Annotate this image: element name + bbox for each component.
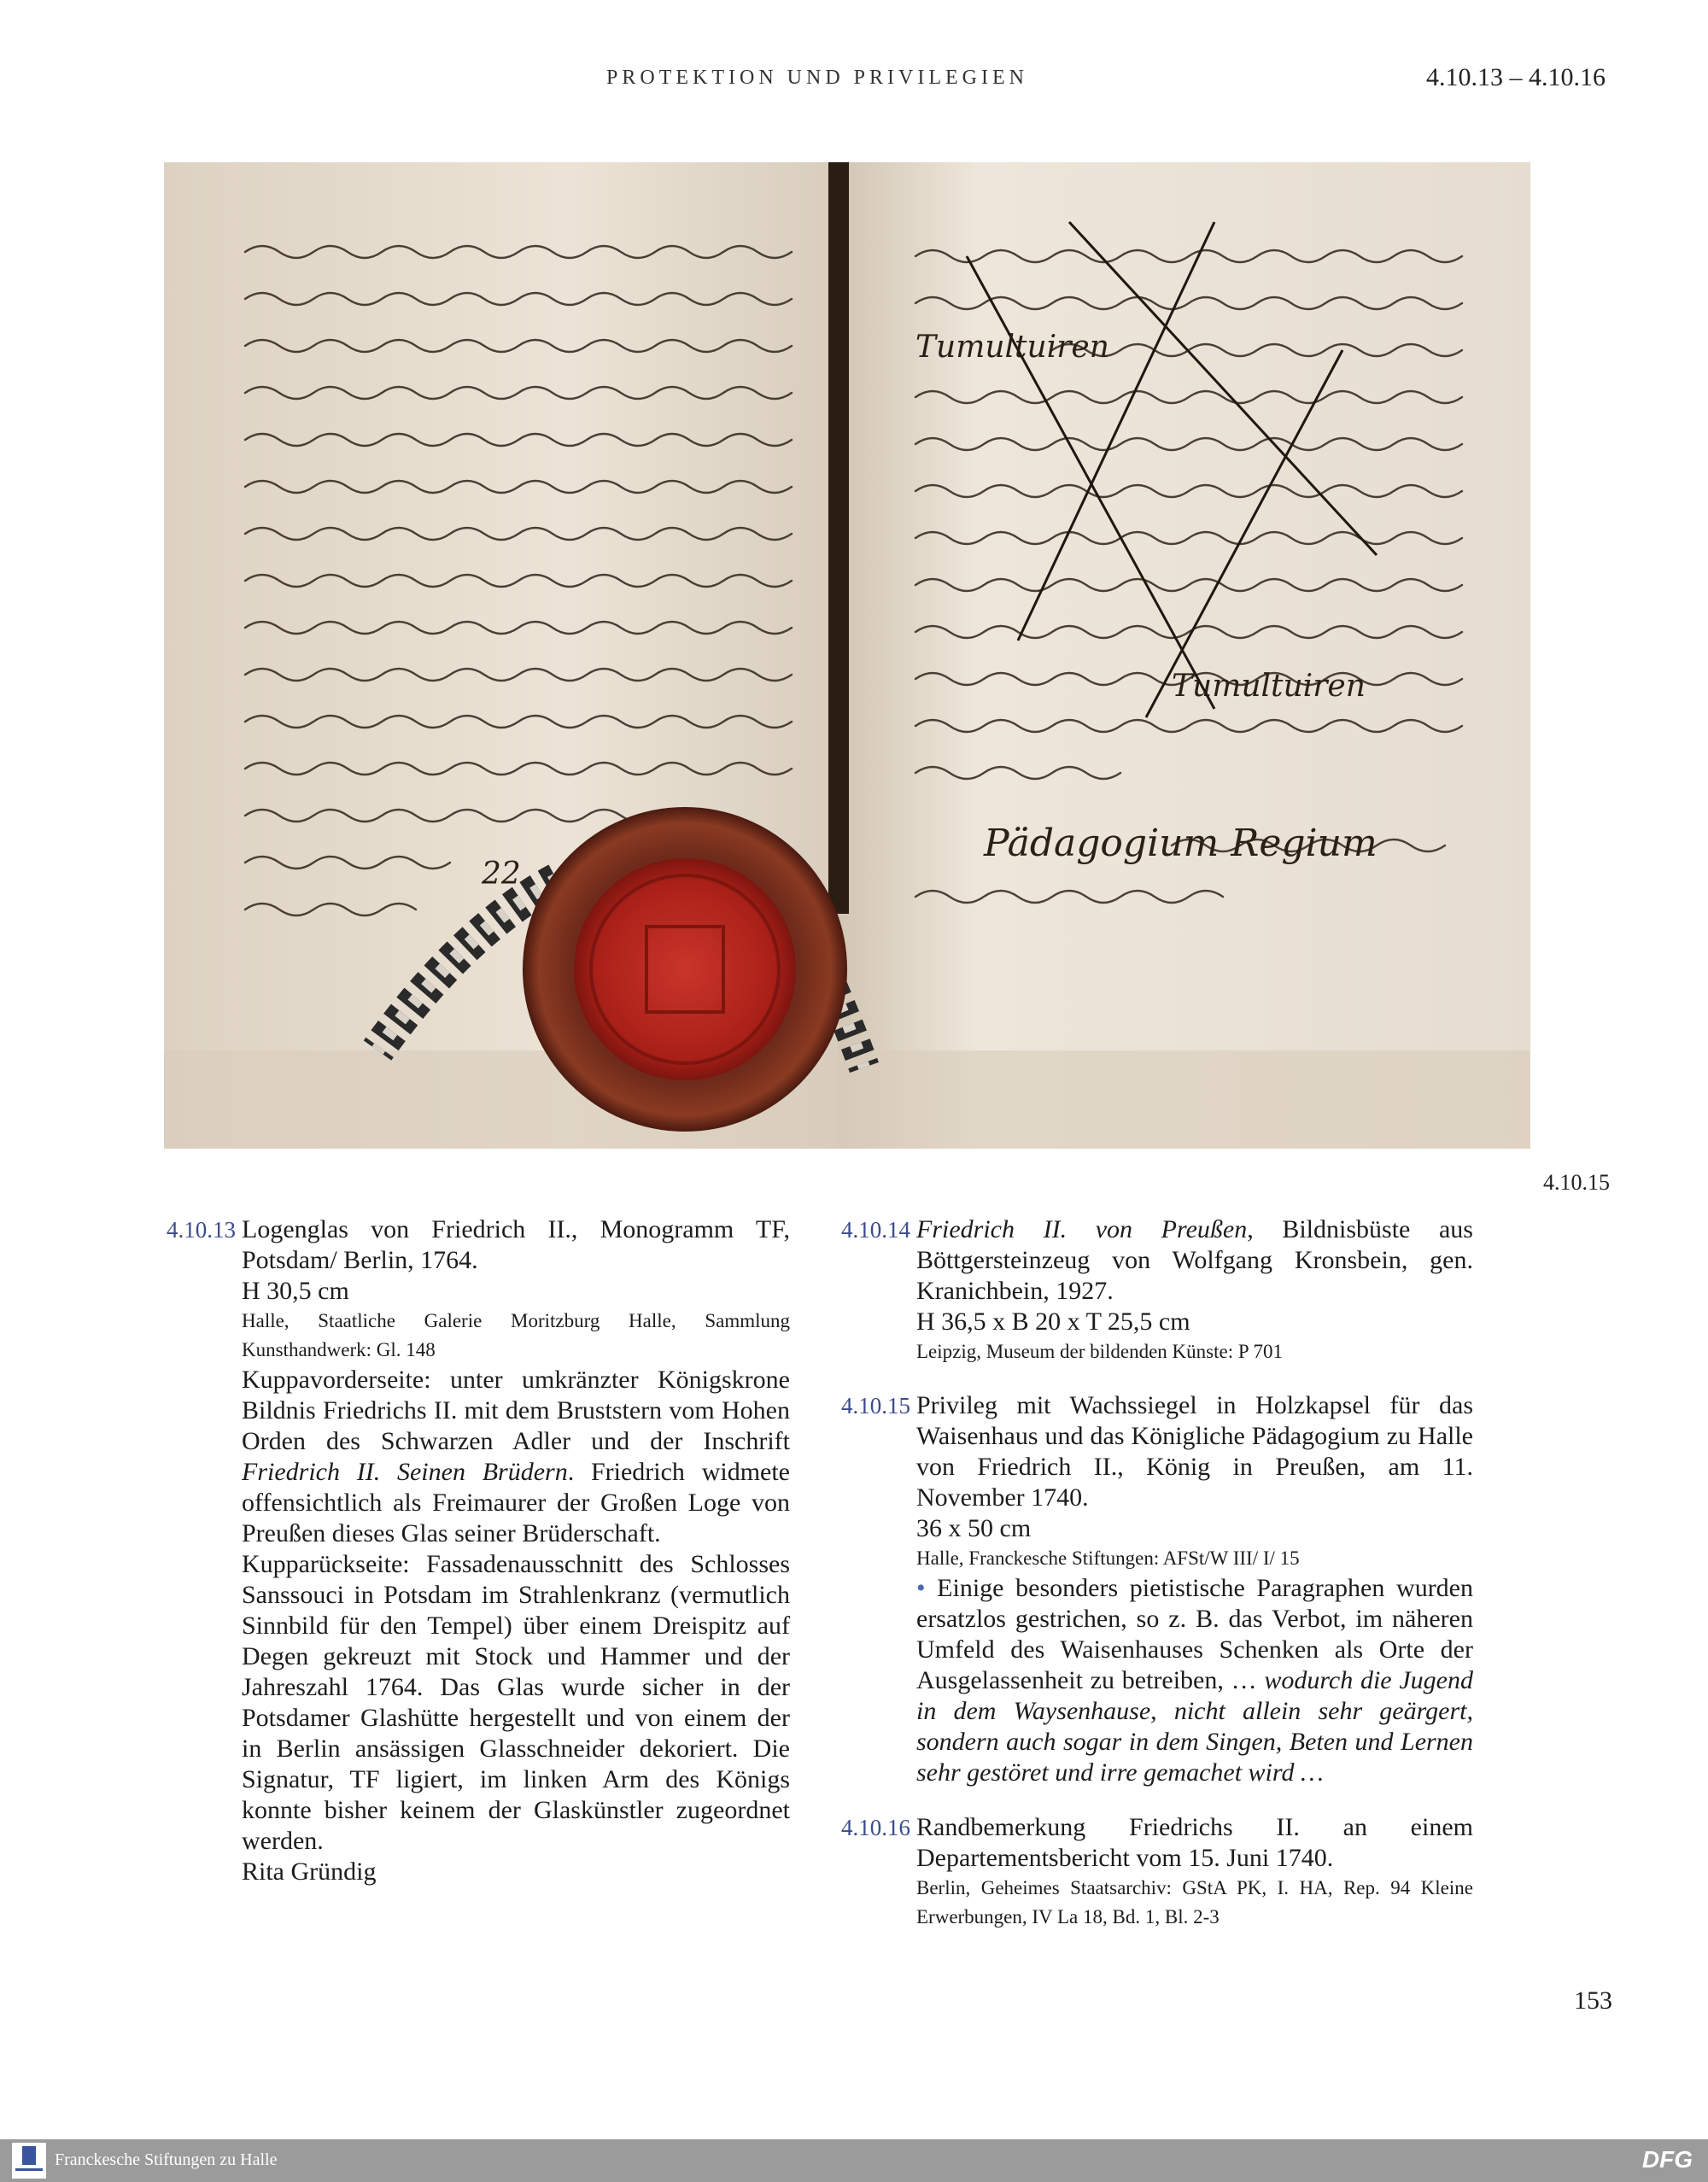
entry-dimensions: H 36,5 x B 20 x T 25,5 cm: [916, 1307, 1190, 1336]
entry-author: Rita Gründig: [242, 1857, 377, 1886]
entry-number: 4.10.14: [841, 1217, 910, 1243]
entry-title: Friedrich II. von Preußen, Bildnisbüste aus Böttgersteinzeug von Wolfgang Kronsbein, gen. Kranichbein, 1927.: [916, 1215, 1473, 1305]
entry-title: Privileg mit Wachssiegel in Holzkapsel für das Waisenhaus und das Königliche Pädagogium zu Halle von Friedrich II., König in Preußen, am 11. November 1740.: [916, 1391, 1473, 1512]
column-right: [841, 1214, 1473, 1956]
entry-description: • Einige besonders pietistische Paragraphen wurden ersatzlos gestrichen, so z. B. das Verbot, im näheren Umfeld des Waisenhauses Schenken als Orte der Ausgelassenheit zu betreiben, … wodurch die Jugend in dem Waysenhause, nicht allein sehr geärgert, sondern auch sogar in dem Singen, Beten und Lernen sehr gestöret und irre gemachet wird …: [916, 1574, 1473, 1787]
running-title: PROTEKTION UND PRIVILEGIEN: [606, 67, 1028, 89]
bullet-icon: •: [916, 1574, 926, 1602]
word-tumultuiren-2: Tumultuiren: [1172, 669, 1366, 704]
footer-institution: Franckesche Stiftungen zu Halle: [55, 2150, 278, 2169]
figure-label: 4.10.15: [1543, 1170, 1610, 1195]
catalog-entry: [841, 1812, 1473, 1932]
foundation-logo-icon: [12, 2143, 46, 2179]
running-head: [0, 63, 1708, 101]
entry-number: 4.10.13: [167, 1217, 236, 1243]
entry-title: Logenglas von Friedrich II., Monogramm TF, Potsdam/ Berlin, 1764.: [242, 1215, 790, 1274]
entry-number: 4.10.16: [841, 1815, 910, 1840]
dfg-logo: DFG: [1641, 2146, 1693, 2173]
catalog-range: 4.10.13 – 4.10.16: [1426, 63, 1606, 91]
binding-gutter: [828, 162, 849, 914]
word-paedagogium-regium: Pädagogium Regium: [984, 822, 1378, 865]
entry-location: Halle, Franckesche Stiftungen: AFSt/W III/ I/ 15: [916, 1547, 1300, 1569]
catalog-entry: [167, 1214, 790, 1887]
column-left: [167, 1214, 790, 1911]
entry-location: Berlin, Geheimes Staatsarchiv: GStA PK, I. HA, Rep. 94 Kleine Erwerbungen, IV La 18, Bd. 1, Bl. 2-3: [916, 1877, 1473, 1928]
entry-dimensions: 36 x 50 cm: [916, 1514, 1032, 1542]
word-tumultuiren: Tumultuiren: [915, 330, 1109, 365]
section-number-handwritten: 22.: [482, 857, 531, 892]
entry-location: Halle, Staatliche Galerie Moritzburg Halle, Sammlung Kunsthandwerk: Gl. 148: [242, 1310, 790, 1360]
wax-seal: [574, 858, 796, 1080]
page-number: 153: [1574, 1986, 1612, 2015]
footer-bar: [0, 2139, 1708, 2182]
entry-description-2: Kupparückseite: Fassadenausschnitt des Schlosses Sanssouci in Potsdam im Strahlenkranz (vermutlich Sinnbild für den Tempel) über einem Dreispitz auf Degen gekreuzt mit Stock und Hammer und der Jahreszahl 1764. Das Glas wurde sicher in der Potsdamer Glashütte hergestellt und von einem der in Berlin ansässigen Glasschneider dekoriert. Die Signatur, TF ligiert, im linken Arm des Königs konnte bisher keinem der Glaskünstler zugeordnet werden.: [242, 1550, 790, 1855]
manuscript-photo: [164, 162, 1530, 1149]
catalog-entry: [841, 1214, 1473, 1366]
entry-dimensions: H 30,5 cm: [242, 1277, 349, 1305]
entry-location: Leipzig, Museum der bildenden Künste: P 701: [916, 1341, 1284, 1362]
entry-description: Kuppavorderseite: unter umkränzter Königskrone Bildnis Friedrichs II. mit dem Bruststern vom Hohen Orden des Schwarzen Adler und der Inschrift Friedrich II. Seinen Brüdern. Friedrich widmete offensichtlich als Freimaurer der Großen Loge von Preußen dieses Glas seiner Brüderschaft.: [242, 1366, 790, 1547]
catalog-entry: [841, 1390, 1473, 1788]
entry-number: 4.10.15: [841, 1393, 910, 1419]
entry-title: Randbemerkung Friedrichs II. an einem Departementsbericht vom 15. Juni 1740.: [916, 1813, 1473, 1872]
